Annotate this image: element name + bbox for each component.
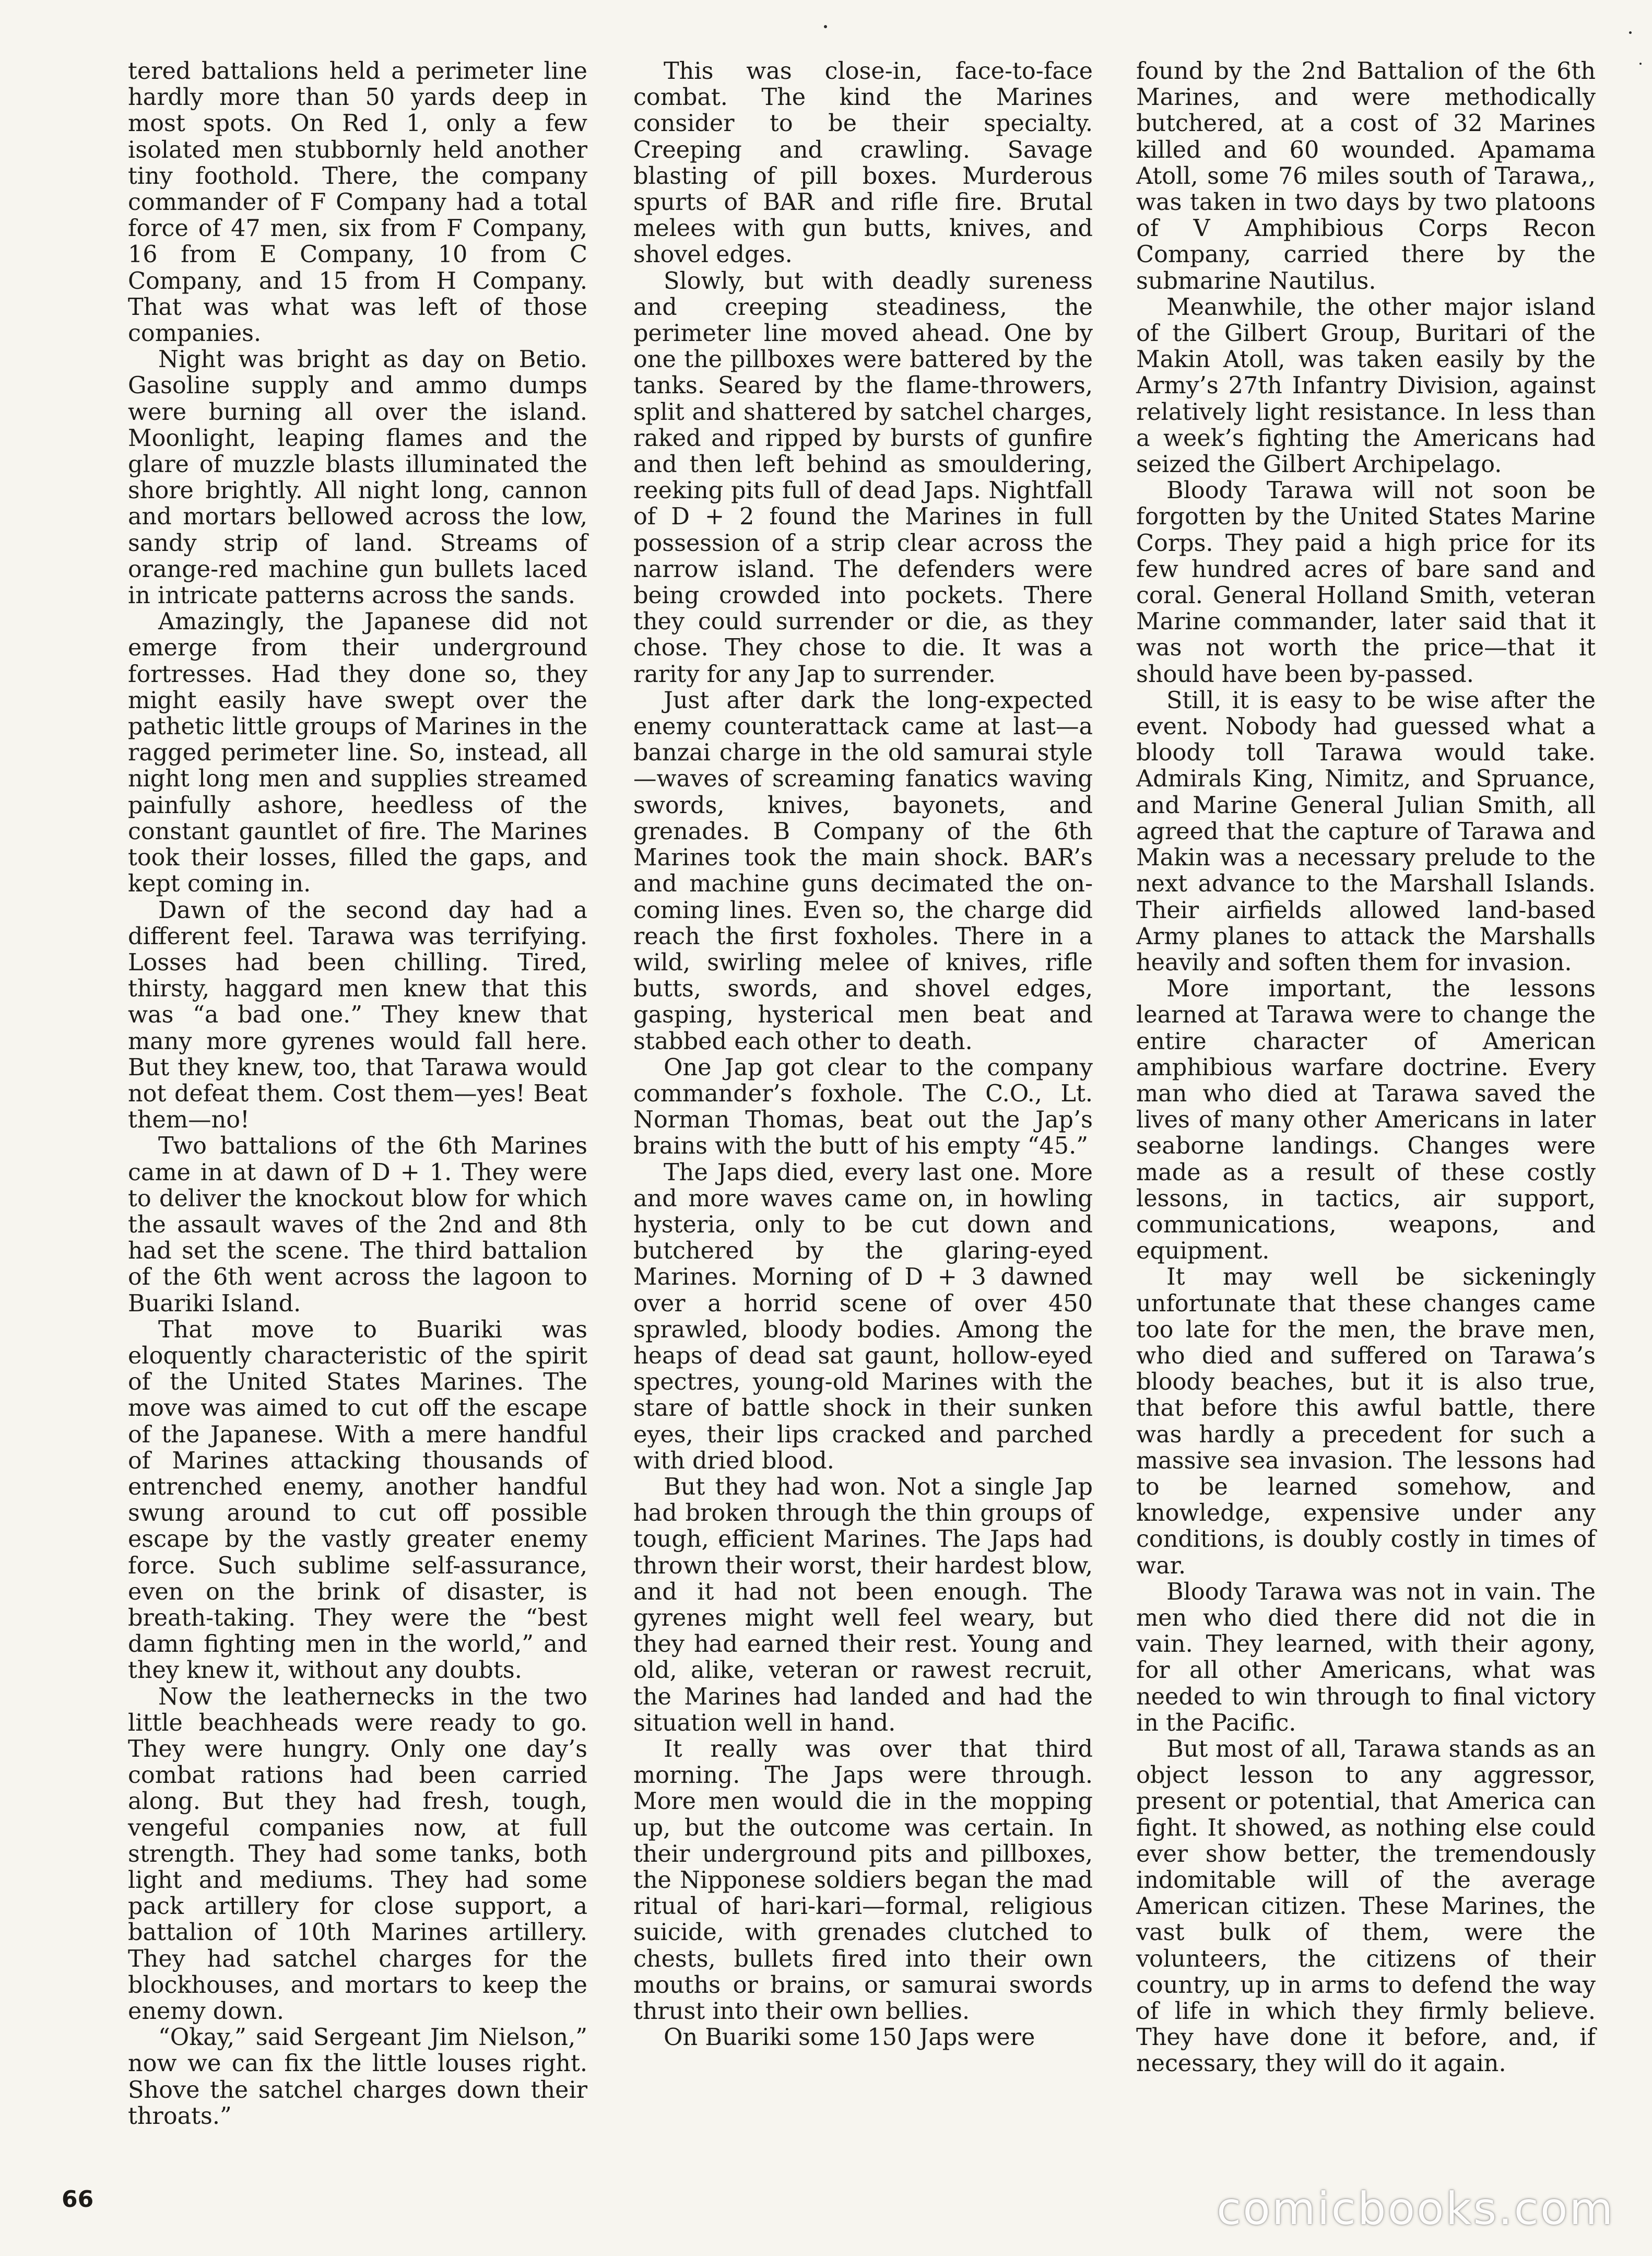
paragraph: But most of all, Tarawa stands as an object lesson to any aggressor, present or potential, that America can fight. It showed, as nothing else could ever show better, the tremendously indomitable will of the average American citizen. These Marines, the vast bulk of them, were the volunteers, the citizens of their country, up in arms to defend the way of life in which they firmly believe. They have done it before, and, if necessary, they will do it again.	[1136, 1736, 1596, 2077]
paragraph: Meanwhile, the other major island of the Gilbert Group, Buritari of the Makin Atoll, was taken easily by the Army’s 27th Infantry Division, against relatively light resistance. In less than a week’s fighting the Americans had seized the Gilbert Archipelago.	[1136, 293, 1596, 478]
paragraph: But they had won. Not a single Jap had broken through the thin groups of tough, efficient Marines. The Japs had thrown their worst, their hardest blow, and it had not been enough. The gyrenes might well feel weary, but they had earned their rest. Young and old, alike, veteran or rawest recruit, the Marines had landed and had the situation well in hand.	[633, 1473, 1093, 1736]
paragraph: One Jap got clear to the company commander’s foxhole. The C.O., Lt. Norman Thomas, beat out the Jap’s brains with the butt of his empty “45.”	[633, 1054, 1093, 1160]
paragraph: Two battalions of the 6th Marines came in at dawn of D + 1. They were to deliver the knockout blow for which the assault waves of the 2nd and 8th had set the scene. The third battalion of the 6th went across the lagoon to Buariki Island.	[128, 1133, 587, 1317]
paragraph: On Buariki some 150 Japs were	[664, 2024, 1035, 2051]
print-speck	[824, 25, 827, 28]
watermark-logo: comicbooks.com	[1217, 2183, 1615, 2235]
paragraph: Still, it is easy to be wise after the event. Nobody had guessed what a bloody toll Tarawa would take. Admirals King, Nimitz, and Spruance, and Marine General Julian Smith, all agreed that the capture of Tarawa and Makin was a necessary prelude to the next advance to the Marshall Islands. Their airfields allowed land-based Army planes to attack the Marshalls heavily and soften them for invasion.	[1136, 687, 1596, 976]
paragraph: That move to Buariki was eloquently characteristic of the spirit of the United States Marines. The move was aimed to cut off the escape of the Japanese. With a mere handful of Marines attacking thousands of entrenched enemy, another handful swung around to cut off possible escape by the vastly greater enemy force. Such sublime self-assurance, even on the brink of disaster, is breath-taking. They were the “best damn fighting men in the world,” and they knew it, without any doubts.	[128, 1316, 587, 1684]
paragraph: Dawn of the second day had a different feel. Tarawa was terrifying. Losses had been chilling. Tired, thirsty, haggard men knew that this was “a bad one.” They knew that many more gyrenes would fall here. But they knew, too, that Tarawa would not defeat them. Cost them—yes! Beat them—no!	[128, 897, 587, 1134]
paragraph: Night was bright as day on Betio. Gasoline supply and ammo dumps were burning all over the island. Moonlight, leaping flames and the glare of muzzle blasts illuminated the shore brightly. All night long, cannon and mortars bellowed across the low, sandy strip of land. Streams of orange-red machine gun bullets laced in intricate patterns across the sands.	[128, 346, 587, 609]
text-column-left	[128, 58, 587, 2130]
paragraph: Now the leathernecks in the two little beachheads were ready to go. They were hungry. Only one day’s combat rations had been carried along. But they had fresh, tough, vengeful companies now, at full strength. They had some tanks, both light and mediums. They had some pack artillery for close support, a battalion of 10th Marines artillery. They had satchel charges for the blockhouses, and mortars to keep the enemy down.	[128, 1683, 587, 2025]
paragraph: It may well be sickeningly unfortunate that these changes came too late for the men, the brave men, who died and suffered on Tarawa’s bloody beaches, but it is also true, that before this awful battle, there was hardly a precedent for such a massive sea invasion. The lessons had to be learned somehow, and knowledge, expensive under any conditions, is doubly costly in times of war.	[1136, 1264, 1596, 1579]
paragraph: Just after dark the long-expected enemy counterattack came at last—a banzai charge in the old samurai style—waves of screaming fanatics waving swords, knives, bayonets, and grenades. B Company of the 6th Marines took the main shock. BAR’s and machine guns decimated the on-coming lines. Even so, the charge did reach the first foxholes. There in a wild, swirling melee of knives, rifle butts, swords, and shovel edges, gasping, hysterical men beat and stabbed each other to death.	[633, 687, 1093, 1055]
print-speck	[1639, 63, 1642, 65]
paragraph: Amazingly, the Japanese did not emerge from their underground fortresses. Had they done so, they might easily have swept over the pathetic little groups of Marines in the ragged perimeter line. So, instead, all night long men and supplies streamed painfully ashore, heedless of the constant gauntlet of fire. The Marines took their losses, filled the gaps, and kept coming in.	[128, 608, 587, 898]
paragraph: Slowly, but with deadly sureness and creeping steadiness, the perimeter line moved ahead. One by one the pillboxes were battered by the tanks. Seared by the flame-throwers, split and shattered by satchel charges, raked and ripped by bursts of gunfire and then left behind as smouldering, reeking pits full of dead Japs. Nightfall of D + 2 found the Marines in full possession of a strip clear across the narrow island. The defenders were being crowded into pockets. There they could surrender or die, as they chose. They chose to die. It was a rarity for any Jap to surrender.	[633, 267, 1093, 688]
paragraph: This was close-in, face-to-face combat. The kind the Marines consider to be their specialty. Creeping and crawling. Savage blasting of pill boxes. Murderous spurts of BAR and rifle fire. Brutal melees with gun butts, knives, and shovel edges.	[633, 58, 1093, 268]
paragraph: More important, the lessons learned at Tarawa were to change the entire character of American amphibious warfare doctrine. Every man who died at Tarawa saved the lives of many other Americans in later seaborne landings. Changes were made as a result of these costly lessons, in tactics, air support, communications, weapons, and equipment.	[1136, 976, 1596, 1265]
text-column-right	[1136, 58, 1596, 2077]
print-speck	[1629, 31, 1632, 34]
paragraph: found by the 2nd Battalion of the 6th Marines, and were methodically butchered, at a cost of 32 Marines killed and 60 wounded. Apamama Atoll, some 76 miles south of Tarawa,, was taken in two days by two platoons of V Amphibious Corps Recon Company, carried there by the submarine Nautilus.	[1136, 58, 1596, 295]
paragraph: tered battalions held a perimeter line hardly more than 50 yards deep in most spots. On Red 1, only a few isolated men stubbornly held another tiny foothold. There, the company commander of F Company had a total force of 47 men, six from F Company, 16 from E Company, 10 from C Company, and 15 from H Company. That was what was left of those companies.	[128, 58, 587, 347]
text-column-middle	[633, 58, 1093, 2051]
page-number: 66	[62, 2186, 94, 2213]
paragraph: Bloody Tarawa was not in vain. The men who died there did not die in vain. They learned, with their agony, for all other Americans, what was needed to win through to final victory in the Pacific.	[1136, 1578, 1596, 1736]
paragraph: Bloody Tarawa will not soon be forgotten by the United States Marine Corps. They paid a high price for its few hundred acres of bare sand and coral. General Holland Smith, veteran Marine commander, later said that it was not worth the price—that it should have been by-passed.	[1136, 477, 1596, 688]
paragraph: “Okay,” said Sergeant Jim Nielson,” now we can fix the little louses right. Shove the satchel charges down their throats.”	[128, 2024, 587, 2130]
paragraph: The Japs died, every last one. More and more waves came on, in howling hysteria, only to be cut down and butchered by the glaring-eyed Marines. Morning of D + 3 dawned over a horrid scene of over 450 sprawled, bloody bodies. Among the heaps of dead sat gaunt, hollow-eyed spectres, young-old Marines with the stare of battle shock in their sunken eyes, their lips cracked and parched with dried blood.	[633, 1159, 1093, 1474]
paragraph: It really was over that third morning. The Japs were through. More men would die in the mopping up, but the outcome was certain. In their underground pits and pillboxes, the Nipponese soldiers began the mad ritual of hari-kari—formal, religious suicide, with grenades clutched to chests, bullets fired into their own mouths or brains, or samurai swords thrust into their own bellies.	[633, 1736, 1093, 2025]
